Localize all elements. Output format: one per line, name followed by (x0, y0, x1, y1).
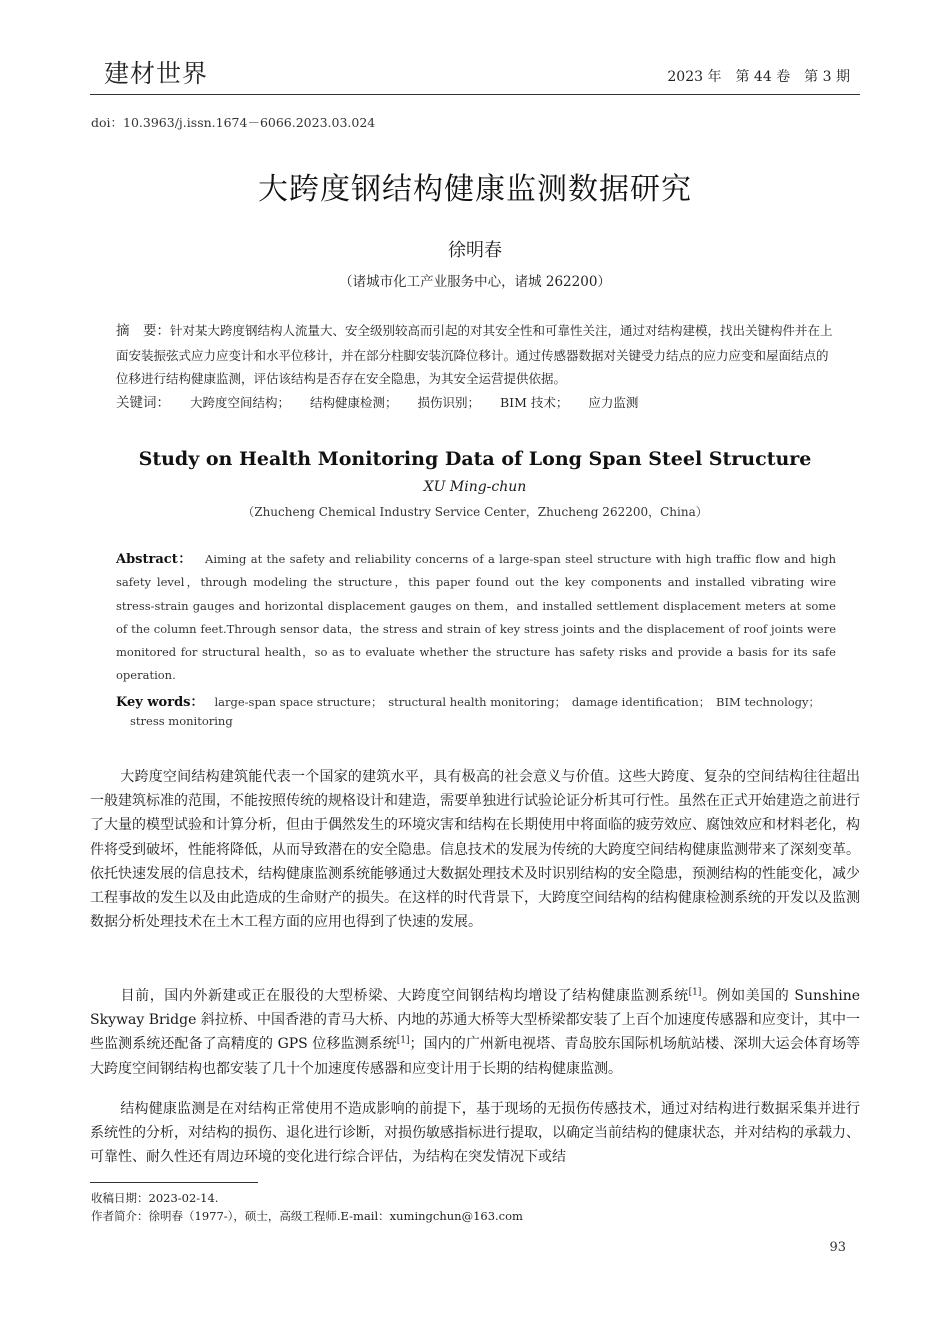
body-paragraph-text: 。例如美国的 Sunshine Skyway Bridge 斜拉桥、中国香港的青马大桥、内地的苏通大桥等大型桥梁都安装了上百个加速度传感器和应变计，其中一些监测系统还配备了高精度的 GPS 位移监测系统 (90, 988, 860, 1053)
chinese-keywords-label: 关键词： (116, 395, 170, 411)
english-keywords-text: large-span space structure； structural health monitoring； damage identification； BIM technology； (214, 695, 821, 709)
body-paragraph (90, 1097, 860, 1170)
keyword: 结构健康检测； (309, 395, 398, 410)
body-paragraph (90, 765, 860, 934)
doi: doi：10.3963/j.issn.1674－6066.2023.03.024 (91, 115, 376, 130)
english-keywords-label: Key words： (116, 695, 204, 710)
chinese-author: 徐明春 (448, 240, 502, 261)
keyword: 大跨度空间结构； (189, 395, 290, 410)
english-title: Study on Health Monitoring Data of Long Span Steel Structure (138, 448, 812, 470)
english-keywords (116, 691, 836, 714)
english-abstract (116, 548, 836, 688)
footnote-divider (90, 1182, 258, 1183)
page-number: 93 (829, 1240, 846, 1255)
keyword: 损伤识别； (417, 395, 480, 410)
body-paragraph (90, 984, 860, 1081)
english-keywords-continued: stress monitoring (130, 714, 233, 728)
author-bio: 作者简介：徐明春（1977-），硕士，高级工程师.E-mail：xumingchun@163.com (91, 1209, 523, 1223)
english-abstract-text: Aiming at the safety and reliability concerns of a large-span steel structure with high traffic flow and high safety level，through modeling the structure，this paper found out the key components and installed vibrating wire stress-strain gauges and horizontal displacement gauges on them，and installed settlement displacement meters at some of the column feet.Through sensor data，the stress and strain of key stress joints and the displacement of roof joints were monitored for structural health，so as to evaluate whether the structure has safety risks and provide a basis for its safe operation. (116, 552, 836, 683)
header-divider (90, 94, 860, 95)
chinese-abstract-label: 摘 要： (116, 323, 170, 339)
english-affiliation: （Zhucheng Chemical Industry Service Center，Zhucheng 262200，China） (242, 505, 708, 519)
citation-ref: [1] (688, 987, 702, 998)
issue-info: 2023 年 第 44 卷 第 3 期 (667, 69, 850, 85)
english-author: XU Ming-chun (423, 479, 527, 495)
chinese-abstract-text: 针对某大跨度钢结构人流量大、安全级别较高而引起的对其安全性和可靠性关注，通过对结构建模，找出关键构件并在上面安装振弦式应力应变计和水平位移计，并在部分柱脚安装沉降位移计。通过传感器数据对关键受力结点的应力应变和屋面结点的位移进行结构健康监测，评估该结构是否存在安全隐患，为其安全运营提供依据。 (116, 323, 833, 386)
chinese-affiliation: （诸城市化工产业服务中心，诸城 262200） (339, 274, 611, 290)
chinese-keywords (116, 391, 836, 416)
keyword: 应力监测 (588, 395, 639, 410)
body-paragraph-text: 大跨度空间结构建筑能代表一个国家的建筑水平，具有极高的社会意义与价值。这些大跨度、复杂的空间结构往往超出一般建筑标准的范围，不能按照传统的规格设计和建造，需要单独进行试验论证分析其可行性。虽然在正式开始建造之前进行了大量的模型试验和计算分析，但由于偶然发生的环境灾害和结构在长期使用中将面临的疲劳效应、腐蚀效应和材料老化，构件将受到破坏，性能将降低，从而导致潜在的安全隐患。信息技术的发展为传统的大跨度空间结构健康监测带来了深刻变革。依托快速发展的信息技术，结构健康监测系统能够通过大数据处理技术及时识别结构的安全隐患，预测结构的性能变化，减少工程事故的发生以及由此造成的生命财产的损失。在这样的时代背景下，大跨度空间结构的结构健康检测系统的开发以及监测数据分析处理技术在土木工程方面的应用也得到了快速的发展。 (90, 769, 860, 931)
received-date: 收稿日期：2023-02-14. (91, 1191, 219, 1205)
chinese-abstract (116, 319, 836, 391)
keyword: BIM 技术； (499, 395, 569, 410)
english-abstract-label: Abstract： (116, 552, 193, 567)
body-paragraph-text: 结构健康监测是在对结构正常使用不造成影响的前提下，基于现场的无损伤传感技术，通过对结构进行数据采集并进行系统性的分析，对结构的损伤、退化进行诊断，对损伤敏感指标进行提取，以确定当前结构的健康状态，并对结构的承载力、可靠性、耐久性还有周边环境的变化进行综合评估，为结构在突发情况下或结 (90, 1101, 860, 1166)
chinese-title: 大跨度钢结构健康监测数据研究 (258, 172, 692, 207)
citation-ref: [1] (396, 1035, 410, 1046)
body-paragraph-text: 目前，国内外新建或正在服役的大型桥梁、大跨度空间钢结构均增设了结构健康监测系统 (120, 988, 689, 1004)
journal-name: 建材世界 (104, 59, 209, 88)
body-paragraph-text: ；国内的广州新电视塔、青岛胶东国际机场航站楼、深圳大运会体育场等大跨度空间钢结构也都安装了几十个加速度传感器和应变计用于长期的结构健康监测。 (90, 1036, 861, 1077)
